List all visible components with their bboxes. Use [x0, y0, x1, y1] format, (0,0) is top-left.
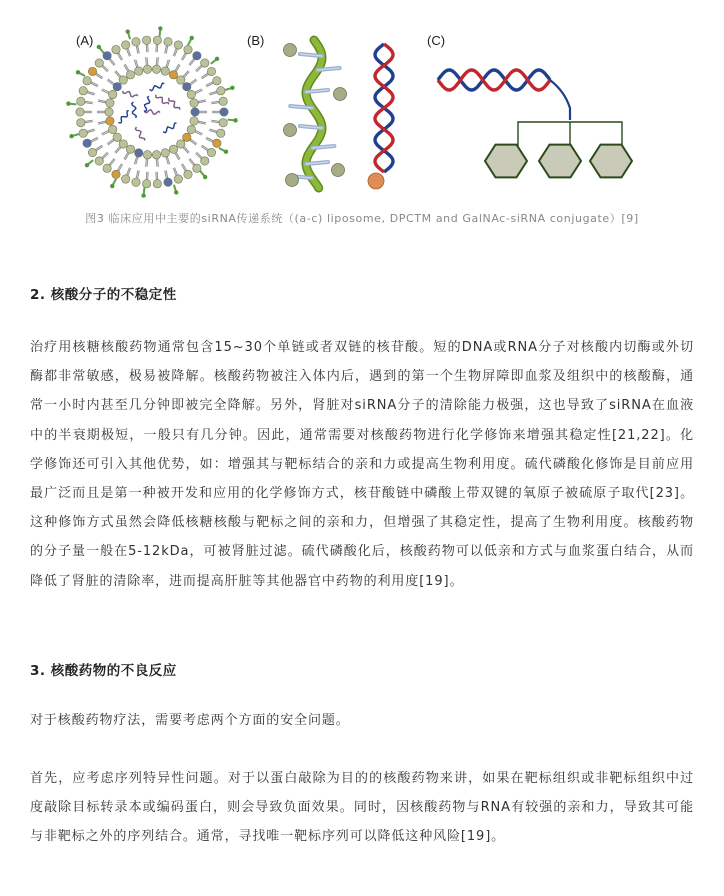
- figure-3: [0, 0, 724, 205]
- galnac-conjugate-diagram: [438, 70, 632, 177]
- figure-caption: 图3 临床应用中主要的siRNA传递系统（(a-c) liposome, DPCTM and GalNAc-siRNA conjugate）[9]: [85, 212, 639, 225]
- dpc-diagram: [284, 40, 394, 189]
- liposome-diagram: [66, 26, 238, 198]
- section-3-paragraph-1: 对于核酸药物疗法，需要考虑两个方面的安全问题。: [30, 713, 350, 728]
- figure-illustration: [0, 0, 724, 205]
- section-3-paragraph-2: 首先，应考虑序列特异性问题。对于以蛋白敲除为目的的核酸药物来讲，如果在靶标组织或非靶标组织中过度敲除目标转录本或编码蛋白，则会导致负面效果。同时，因核酸药物与RNA有较强的亲和力，导致其可能与非靶标之外的序列结合。通常，寻找唯一靶标序列可以降低这种风险[19]。: [30, 771, 694, 845]
- section-2-paragraph: 治疗用核糖核酸药物通常包含15~30个单链或者双链的核苷酸。短的DNA或RNA分子对核酸内切酶或外切酶都非常敏感，极易被降解。核酸药物被注入体内后，遇到的第一个生物屏障即血浆及组织中的核酸酶，通常一小时内甚至几分钟即被完全降解。另外，肾脏对siRNA分子的清除能力极强，这也导致了siRNA在血液中的半衰期极短，一般只有几分钟。因此，通常需要对核酸药物进行化学修饰来增强其稳定性[21,22]。化学修饰还可引入其他优势，如：增强其与靶标结合的亲和力或提高生物利用度。硫代磷酸化修饰是目前应用最广泛而且是第一种被开发和应用的化学修饰方式，核苷酸链中磷酸上带双键的氧原子被硫原子取代[23]。这种修饰方式虽然会降低核糖核酸与靶标之间的亲和力，但增强了其稳定性，提高了生物利用度。核酸药物的分子量一般在5-12kDa，可被肾脏过滤。硫代磷酸化后，核酸药物可以低亲和方式与血浆蛋白结合，从而降低了肾脏的清除率，进而提高肝脏等其他器官中药物的利用度[19]。: [30, 340, 694, 589]
- section-heading-3: 3. 核酸药物的不良反应: [30, 663, 177, 679]
- panel-label-b: (B): [247, 33, 265, 48]
- panel-label-a: (A): [76, 33, 94, 48]
- section-heading-2: 2. 核酸分子的不稳定性: [30, 287, 177, 303]
- panel-label-c: (C): [427, 33, 446, 48]
